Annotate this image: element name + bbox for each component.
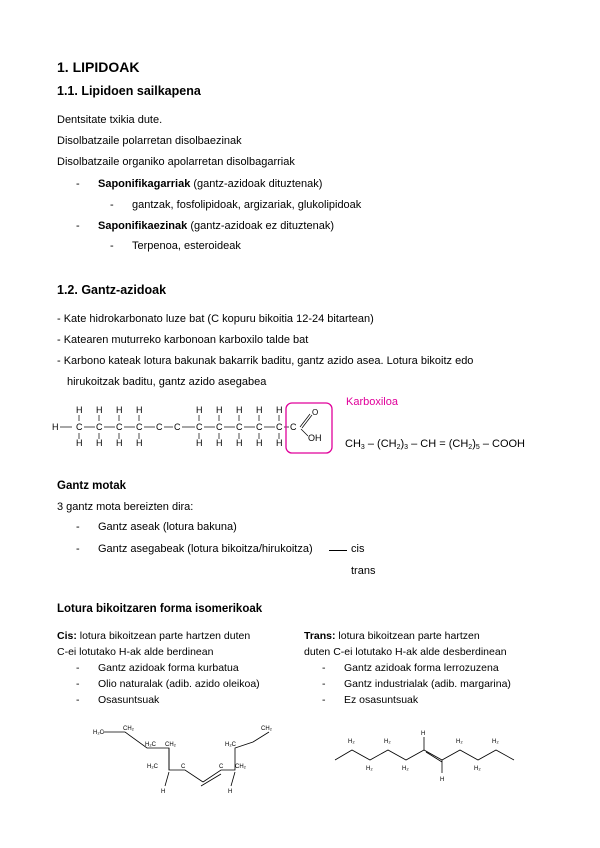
carbon-atom: C — [256, 422, 263, 432]
hydrogen-atom: H — [136, 438, 143, 448]
molecule-label: H₂ — [456, 739, 463, 745]
oxygen-atom: O — [312, 408, 319, 417]
hydrogen-atom: H — [236, 438, 243, 448]
molecule-label: CH₂ — [261, 726, 272, 732]
molecule-label: C — [181, 764, 186, 770]
hydrogen-atom: H — [256, 405, 263, 415]
hydrogen-atom: H — [96, 438, 103, 448]
list-item-asegabeak: - Gantz asegabeak (lotura bikoitza/hirukoitza) — [76, 543, 313, 555]
hydrogen-atom: H — [196, 405, 203, 415]
carbon-atom: C — [116, 422, 123, 432]
molecule-label: H — [421, 731, 426, 737]
hydrogen-atom: H — [216, 405, 223, 415]
molecule-label: CH₂ — [165, 742, 176, 748]
arrow-line — [329, 550, 347, 551]
cis-item: - Osasuntsuak — [76, 694, 160, 706]
hydrogen-atom: H — [116, 405, 123, 415]
carbon-atom: C — [156, 422, 163, 432]
list-item-saponifikaezinak: - Saponifikaezinak (gantz-azidoak ez dituztenak) — [76, 220, 335, 232]
molecule-label: H₂C — [145, 742, 156, 748]
fatty-acid-formula: $CH_3 - (CH_2)_3$ – CH = $(CH_2)_5$ – COOH — [345, 438, 525, 451]
carbon-atom: C — [196, 422, 203, 432]
carbon-atom: C — [276, 422, 283, 432]
molecule-label: H₂ — [384, 739, 391, 745]
hydroxyl-group: OH — [308, 433, 322, 443]
hydrogen-atom: H — [276, 405, 283, 415]
hydrogen-atom: H — [52, 422, 59, 432]
molecule-label: H₂C — [93, 730, 104, 736]
hydrogen-atom: H — [116, 438, 123, 448]
hydrogen-atom: H — [196, 438, 203, 448]
text-line: Disolbatzaile organiko apolarretan disolbagarriak — [57, 156, 295, 168]
molecule-label: H₂C — [225, 742, 236, 748]
carbon-atom: C — [216, 422, 223, 432]
cis-isomer-diagram — [85, 720, 285, 795]
molecule-label: H₂ — [492, 739, 499, 745]
list-item-aseak: - Gantz aseak (lotura bakuna) — [76, 521, 237, 533]
carbon-atom: C — [96, 422, 103, 432]
cis-description-line2: C-ei lotutako H-ak alde berdinean — [57, 646, 214, 658]
text-line: hirukoitzak baditu, gantz azido asegabea — [67, 376, 267, 388]
trans-description: Trans: lotura bikoitzean parte hartzen — [304, 630, 480, 642]
trans-item: - Gantz azidoak forma lerrozuzena — [322, 662, 499, 674]
isomer-heading: Lotura bikoitzaren forma isomerikoak — [57, 603, 263, 615]
cis-label: cis — [351, 543, 365, 555]
molecule-label: CH₂ — [235, 764, 246, 770]
hydrogen-atom: H — [96, 405, 103, 415]
text-line: Disolbatzaile polarretan disolbaezinak — [57, 135, 242, 147]
sub-list-item: - Terpenoa, esteroideak — [110, 240, 241, 252]
cis-description: Cis: lotura bikoitzean parte hartzen duten — [57, 630, 251, 642]
trans-isomer-diagram — [330, 725, 520, 785]
carbon-atom: C — [174, 422, 181, 432]
molecule-label: H₂ — [474, 766, 481, 772]
section-heading-gantz-azidoak: 1.2. Gantz-azidoak — [57, 283, 167, 297]
trans-item: - Gantz industrialak (adib. margarina) — [322, 678, 511, 690]
molecule-label: H₂ — [348, 739, 355, 745]
trans-item: - Ez osasuntsuak — [322, 694, 419, 706]
trans-label: trans — [351, 565, 376, 577]
text-line: - Karbono kateak lotura bakunak bakarrik baditu, gantz azido asea. Lotura bikoitz edo — [57, 355, 474, 367]
karboxiloa-label: Karboxiloa — [346, 396, 398, 408]
text-line: Dentsitate txikia dute. — [57, 114, 163, 126]
fatty-acid-structure — [50, 400, 350, 460]
text-line: - Kate hidrokarbonato luze bat (C kopuru bikoitia 12-24 bitartean) — [57, 313, 374, 325]
molecule-label: H — [228, 789, 233, 795]
carbon-atom: C — [76, 422, 83, 432]
molecule-label: H₂ — [366, 766, 373, 772]
molecule-label: H — [161, 789, 166, 795]
list-item-saponifikagarriak: - Saponifikagarriak (gantz-azidoak dituztenak) — [76, 178, 323, 190]
page-title: 1. LIPIDOAK — [57, 59, 140, 75]
sub-list-item: - gantzak, fosfolipidoak, argizariak, glukolipidoak — [110, 199, 362, 211]
molecule-label: CH₂ — [123, 726, 134, 732]
hydrogen-atom: H — [256, 438, 263, 448]
section-heading-sailkapena: 1.1. Lipidoen sailkapena — [57, 84, 201, 98]
cis-item: - Gantz azidoak forma kurbatua — [76, 662, 239, 674]
molecule-label: C — [219, 764, 224, 770]
carbon-atom: C — [236, 422, 243, 432]
carbon-atom: C — [290, 422, 297, 432]
gantz-motak-heading: Gantz motak — [57, 480, 127, 492]
hydrogen-atom: H — [136, 405, 143, 415]
hydrogen-atom: H — [76, 405, 83, 415]
hydrogen-atom: H — [216, 438, 223, 448]
molecule-label: H₂ — [402, 766, 409, 772]
molecule-label: H — [440, 777, 445, 783]
text-line: - Katearen muturreko karbonoan karboxilo talde bat — [57, 334, 309, 346]
carbon-atom: C — [136, 422, 143, 432]
cis-item: - Olio naturalak (adib. azido oleikoa) — [76, 678, 260, 690]
hydrogen-atom: H — [236, 405, 243, 415]
text-line: 3 gantz mota bereizten dira: — [57, 501, 194, 513]
trans-description-line2: duten C-ei lotutako H-ak alde desberdinean — [304, 646, 507, 658]
hydrogen-atom: H — [76, 438, 83, 448]
hydrogen-atom: H — [276, 438, 283, 448]
molecule-label: H₂C — [147, 764, 158, 770]
